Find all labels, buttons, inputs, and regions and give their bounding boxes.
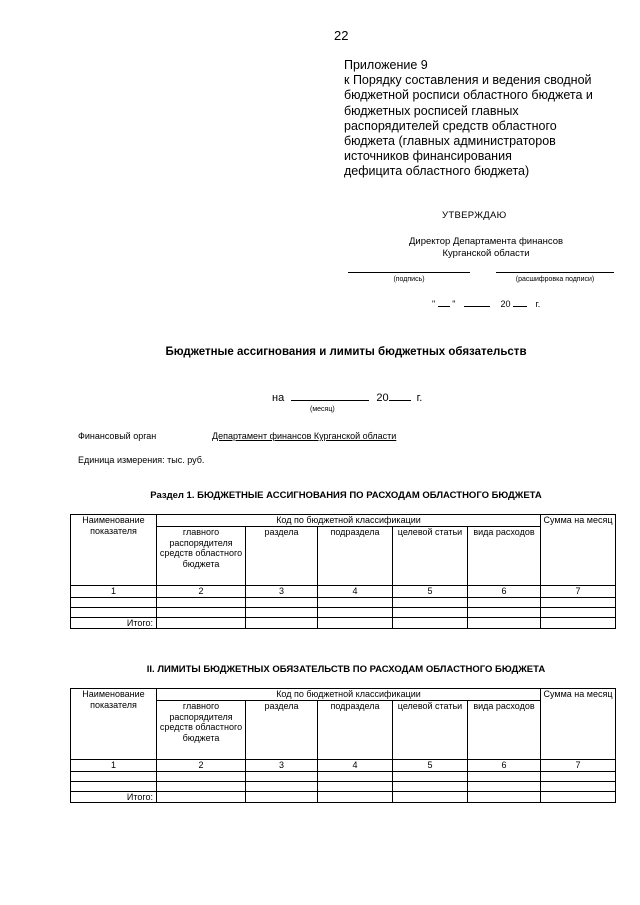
header-sum: Сумма на месяц	[541, 515, 616, 586]
day-blank	[438, 297, 450, 307]
position-line: Директор Департамента финансов	[408, 236, 564, 247]
header-glav: главного распорядителя средств областного бюджета	[157, 701, 246, 760]
header-code: Код по бюджетной классификации	[157, 689, 541, 701]
month-blank	[464, 297, 490, 307]
section1-title: Раздел 1. БЮДЖЕТНЫЕ АССИГНОВАНИЯ ПО РАСХОДАМ ОБЛАСТНОГО БЮДЖЕТА	[150, 490, 542, 501]
section2-table	[70, 688, 616, 803]
year-blank	[513, 297, 527, 307]
approval-title: УТВЕРЖДАЮ	[442, 210, 507, 221]
unit-label: Единица измерения: тыс. руб.	[78, 455, 205, 465]
section2-title: II. ЛИМИТЫ БЮДЖЕТНЫХ ОБЯЗАТЕЛЬСТВ ПО РАСХОДАМ ОБЛАСТНОГО БЮДЖЕТА	[146, 664, 546, 675]
appendix-line: дефицита областного бюджета)	[344, 164, 530, 179]
appendix-line: бюджета (главных администраторов	[344, 134, 556, 149]
position-line: Курганской области	[442, 248, 530, 259]
month-blank	[291, 390, 369, 401]
table-row	[71, 781, 616, 791]
table-row	[71, 771, 616, 781]
header-vid: вида расходов	[468, 527, 541, 586]
month-caption: (месяц)	[310, 406, 335, 413]
signature-line	[348, 272, 470, 273]
appendix-line: распорядителей средств областного	[344, 118, 557, 133]
signature-caption: (подпись)	[393, 276, 425, 283]
approval-date: " " 20 г.	[432, 299, 541, 309]
appendix-line: бюджетных росписей главных	[344, 103, 519, 118]
header-name: Наименование показателя	[71, 689, 157, 760]
period-line: на 20 г.	[272, 392, 423, 404]
header-cel: целевой статьи	[393, 527, 468, 586]
header-razdel: раздела	[246, 701, 318, 760]
decode-caption: (расшифровка подписи)	[515, 276, 595, 283]
header-razdel: раздела	[246, 527, 318, 586]
header-name: Наименование показателя	[71, 515, 157, 586]
appendix-line: бюджетной росписи областного бюджета и	[344, 88, 593, 103]
header-glav: главного распорядителя средств областного бюджета	[157, 527, 246, 586]
header-sum: Сумма на месяц	[541, 689, 616, 760]
header-podrazdel: подраздела	[318, 701, 393, 760]
page-number: 22	[334, 28, 349, 43]
signature-decode-line	[496, 272, 614, 273]
header-code: Код по бюджетной классификации	[157, 515, 541, 527]
appendix-line: Приложение 9	[344, 58, 428, 72]
year-blank	[389, 390, 411, 401]
section1-table	[70, 514, 616, 629]
fin-organ-value: Департамент финансов Курганской области	[212, 431, 397, 441]
table-row	[71, 607, 616, 617]
total-row	[71, 791, 616, 803]
total-row	[71, 617, 616, 629]
appendix-line: к Порядку составления и ведения сводной	[344, 73, 592, 88]
appendix-block	[344, 58, 624, 180]
approval-position	[386, 236, 586, 260]
total-label: Итого:	[71, 791, 157, 803]
document-title: Бюджетные ассигнования и лимиты бюджетных обязательств	[165, 346, 527, 358]
header-vid: вида расходов	[468, 701, 541, 760]
total-label: Итого:	[71, 617, 157, 629]
numbers-row: 1 2 3 4 5 6 7	[71, 586, 616, 598]
fin-organ-label: Финансовый орган	[78, 431, 157, 441]
numbers-row: 1 2 3 4 5 6 7	[71, 760, 616, 772]
appendix-line: источников финансирования	[344, 149, 512, 164]
table-row	[71, 597, 616, 607]
header-cel: целевой статьи	[393, 701, 468, 760]
header-podrazdel: подраздела	[318, 527, 393, 586]
